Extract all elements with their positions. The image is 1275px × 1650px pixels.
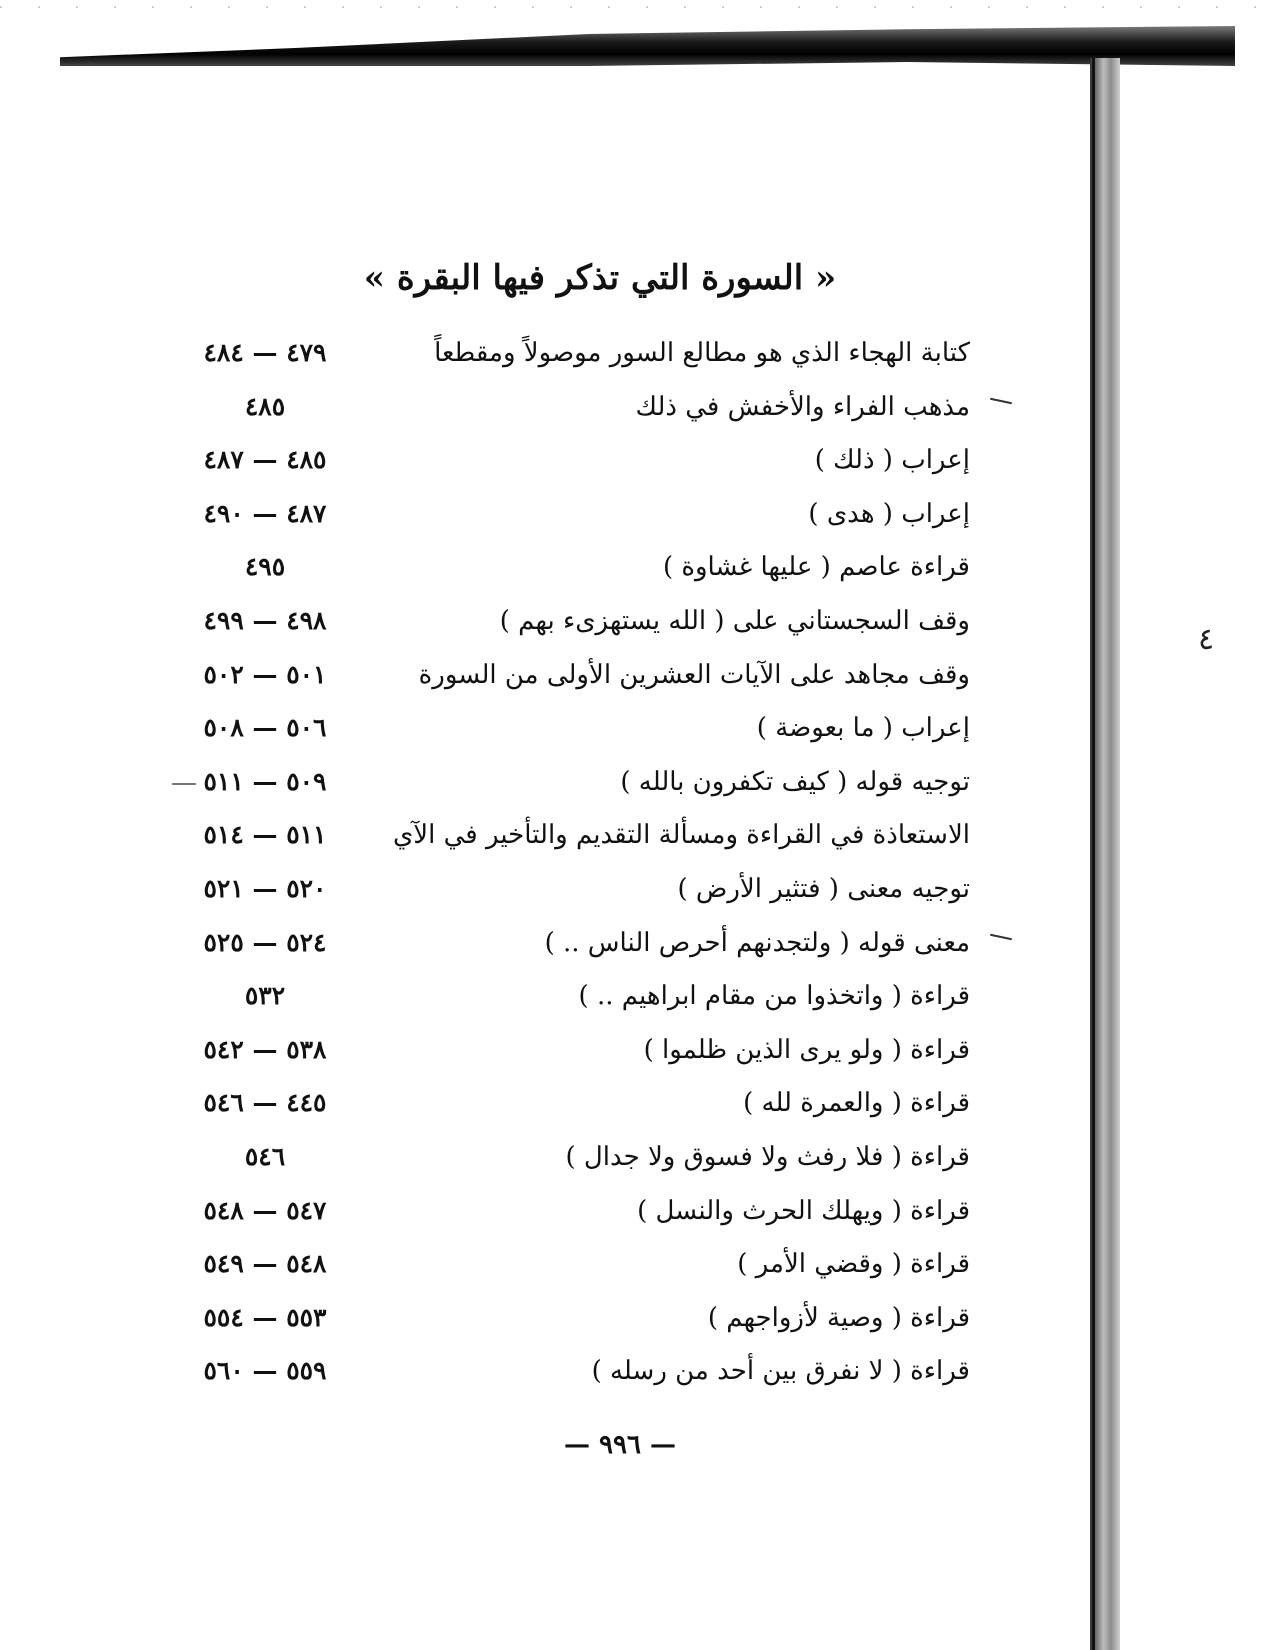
toc-entry-pages: ٥٤٧ — ٥٤٨ [203, 1195, 327, 1225]
toc-row [190, 1196, 990, 1250]
margin-mark: ٤ [1198, 622, 1215, 657]
toc-entry-pages: ٤٩٥ [244, 552, 286, 582]
toc-row [190, 338, 990, 392]
toc-entry-pages: ٥٢٠ — ٥٢١ [203, 873, 327, 903]
toc-entry-text: قراءة ( ويهلك الحرث والنسل ) [637, 1195, 970, 1226]
toc-entry-text: قراءة ( فلا رفث ولا فسوق ولا جدال ) [565, 1141, 970, 1172]
toc-entry-text: إعراب ( ما بعوضة ) [756, 713, 970, 744]
toc-entry-pages: ٥٠١ — ٥٠٢ [203, 659, 327, 689]
toc-entry-pages: ٥١١ — ٥١٤ [203, 820, 327, 850]
spine-edge-line [1092, 58, 1095, 1650]
toc-entry-pages: ٥٥٩ — ٥٦٠ [203, 1356, 327, 1386]
toc-entry-pages: ٤٩٨ — ٤٩٩ [203, 605, 327, 635]
toc-entry-text: كتابة الهجاء الذي هو مطالع السور موصولاً ومقطعاً [434, 338, 970, 368]
toc-entry-pages: ٤٨٧ — ٤٩٠ [203, 498, 327, 528]
toc-entry-text: مذهب الفراء والأخفش في ذلك [635, 391, 970, 422]
toc-entry-pages: ٥٣٢ [244, 981, 286, 1011]
toc-row [190, 1088, 990, 1142]
toc-entry-pages: ٥٢٤ — ٥٢٥ [203, 927, 327, 957]
toc-entry-text: إعراب ( ذلك ) [814, 445, 970, 476]
toc-entry-text: وقف مجاهد على الآيات العشرين الأولى من السورة [418, 659, 970, 690]
toc-entry-pages: ٤٤٥ — ٥٤٦ [203, 1088, 327, 1118]
toc-entry-pages: ٥٤٦ [244, 1141, 286, 1171]
toc-entry-text: إعراب ( هدى ) [808, 498, 970, 529]
pen-stroke-mark [172, 783, 196, 785]
toc-entry-text: قراءة ( وصية لأزواجهم ) [707, 1302, 970, 1333]
table-of-contents [190, 338, 990, 1410]
toc-row [190, 445, 990, 499]
toc-row [190, 767, 990, 821]
scan-dots [0, 6, 1275, 8]
toc-row [190, 1356, 990, 1410]
toc-row [190, 606, 990, 660]
toc-entry-text: توجيه قوله ( كيف تكفرون بالله ) [620, 766, 970, 797]
toc-row [190, 1249, 990, 1303]
toc-entry-pages: ٤٧٩ — ٤٨٤ [203, 338, 327, 367]
toc-row [190, 392, 990, 446]
page-number: — ٩٩٦ — [563, 1430, 677, 1460]
scan-edge-shadow [60, 26, 1235, 66]
toc-entry-text: قراءة عاصم ( عليها غشاوة ) [662, 552, 970, 583]
toc-row [190, 499, 990, 553]
toc-row [190, 981, 990, 1035]
toc-entry-text: وقف السجستاني على ( الله يستهزىء بهم ) [499, 605, 970, 636]
toc-row [190, 820, 990, 874]
toc-entry-pages: ٥٠٩ — ٥١١ [203, 766, 327, 796]
toc-row [190, 874, 990, 928]
toc-entry-pages: ٥٣٨ — ٥٤٢ [203, 1034, 327, 1064]
toc-entry-pages: ٤٨٥ [244, 391, 286, 421]
toc-row [190, 713, 990, 767]
toc-entry-text: قراءة ( ولو يرى الذين ظلموا ) [643, 1034, 970, 1065]
toc-row [190, 928, 990, 982]
toc-entry-text: قراءة ( والعمرة لله ) [743, 1088, 970, 1119]
page-title: « السورة التي تذكر فيها البقرة » [363, 258, 837, 298]
toc-entry-pages: ٥٤٨ — ٥٤٩ [203, 1249, 327, 1279]
toc-entry-text: الاستعاذة في القراءة ومسألة التقديم والتأخير في الآي [392, 820, 970, 851]
toc-entry-text: توجيه معنى ( فتثير الأرض ) [677, 873, 970, 904]
toc-row [190, 1303, 990, 1357]
toc-row [190, 1142, 990, 1196]
toc-entry-text: قراءة ( لا نفرق بين أحد من رسله ) [591, 1356, 970, 1387]
toc-entry-text: قراءة ( واتخذوا من مقام ابراهيم .. ) [578, 981, 970, 1012]
toc-row [190, 552, 990, 606]
margin-tick-mark [990, 397, 1012, 404]
toc-entry-pages: ٥٥٣ — ٥٥٤ [203, 1302, 327, 1332]
toc-entry-text: قراءة ( وقضي الأمر ) [737, 1249, 970, 1280]
margin-tick-mark [990, 933, 1012, 940]
toc-entry-text: معنى قوله ( ولتجدنهم أحرص الناس .. ) [544, 927, 970, 958]
toc-row [190, 660, 990, 714]
toc-entry-pages: ٥٠٦ — ٥٠٨ [203, 713, 327, 743]
toc-row [190, 1035, 990, 1089]
toc-entry-pages: ٤٨٥ — ٤٨٧ [203, 445, 327, 475]
